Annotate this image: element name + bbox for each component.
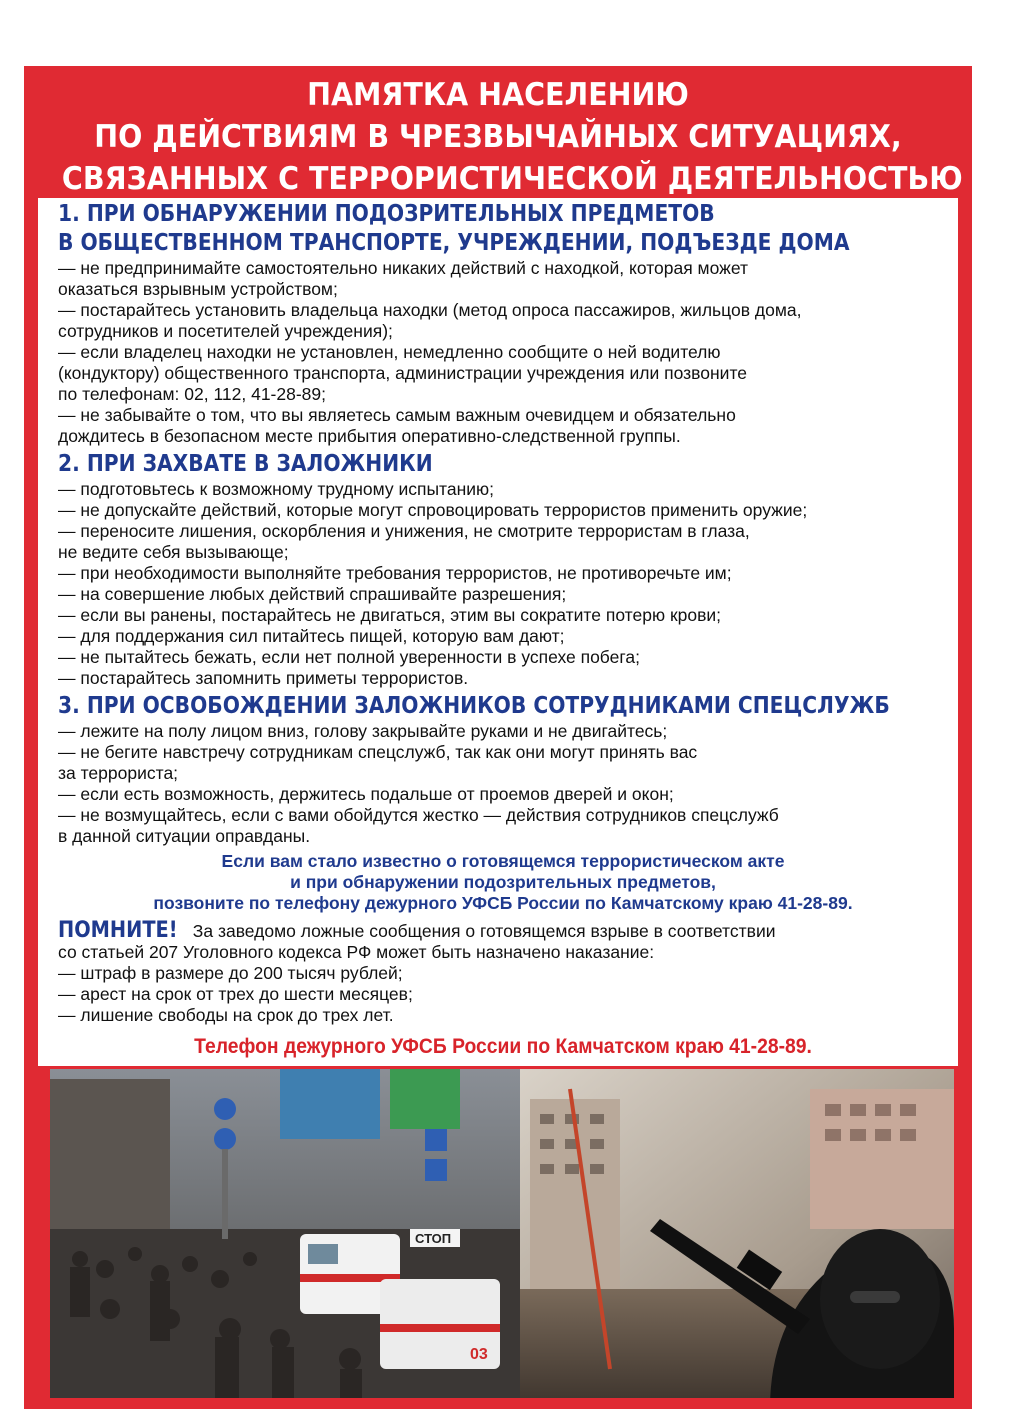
stop-sign <box>410 1229 460 1247</box>
section-2-line: — не допускайте действий, которые могут спровоцировать террористов применить оружие; <box>58 500 808 520</box>
section-3-line: — не бегите навстречу сотрудникам спецслужб, так как они могут принять вас <box>58 742 698 762</box>
photo-collage <box>50 1069 954 1409</box>
footer-strip <box>24 1398 972 1409</box>
section-1-line: — не предпринимайте самостоятельно никаких действий с находкой, которая может <box>58 258 749 278</box>
remember-line: со статьей 207 Уголовного кодекса РФ может быть назначено наказание: <box>58 942 655 962</box>
fsb-callout <box>58 851 948 914</box>
section-suspicious-items <box>58 200 948 447</box>
section-3-line: — лежите на полу лицом вниз, голову закрывайте руками и не двигайтесь; <box>58 721 668 741</box>
content-panel <box>38 198 958 1066</box>
section-1-line: (кондуктору) общественного транспорта, администрации учреждения или позвоните <box>58 363 747 383</box>
title-line-3: СВЯЗАННЫХ С ТЕРРОРИСТИЧЕСКОЙ ДЕЯТЕЛЬНОСТЬЮ <box>61 161 963 197</box>
ambulance-2 <box>380 1279 500 1369</box>
section-3-line: в данной ситуации оправданы. <box>58 826 311 846</box>
section-1-heading-line-2: В ОБЩЕСТВЕННОМ ТРАНСПОРТЕ, УЧРЕЖДЕНИИ, ПОДЪЕЗДЕ ДОМА <box>58 230 850 256</box>
svg-text:СТОП: СТОП <box>415 1231 452 1246</box>
section-3-line: — не возмущайтесь, если с вами обойдутся жестко — действия сотрудников спецслужб <box>58 805 779 825</box>
callout-line-1: Если вам стало известно о готовящемся террористическом акте <box>221 851 785 871</box>
callout-line-3: позвоните по телефону дежурного УФСБ России по Камчатскому краю 41-28-89. <box>153 893 853 913</box>
section-2-line: — переносите лишения, оскорбления и унижения, не смотрите террористам в глаза, <box>58 521 750 541</box>
section-2-heading: 2. ПРИ ЗАХВАТЕ В ЗАЛОЖНИКИ <box>58 451 433 477</box>
section-2-line: — для поддержания сил питайтесь пищей, которую вам дают; <box>58 626 565 646</box>
section-1-line: — постарайтесь установить владельца находки (метод опроса пассажиров, жильцов дома, <box>58 300 802 320</box>
billboard-blue <box>280 1069 380 1139</box>
section-1-line: сотрудников и посетителей учреждения); <box>58 321 393 341</box>
section-1-line: — если владелец находки не установлен, немедленно сообщите о ней водителю <box>58 342 721 362</box>
building-left <box>50 1079 170 1229</box>
callout-line-2: и при обнаружении подозрительных предметов, <box>290 872 716 892</box>
section-1-heading-line-1: 1. ПРИ ОБНАРУЖЕНИИ ПОДОЗРИТЕЛЬНЫХ ПРЕДМЕТОВ <box>58 201 715 227</box>
section-3-line: за террориста; <box>58 763 179 783</box>
remember-label: ПОМНИТЕ! <box>58 918 178 943</box>
section-2-line: не ведите себя вызывающе; <box>58 542 289 562</box>
mask-eye-slit <box>850 1291 900 1303</box>
section-1-line: дождитесь в безопасном месте прибытия оперативно-следственной группы. <box>58 426 681 446</box>
remember-line: — лишение свободы на срок до трех лет. <box>58 1005 394 1025</box>
title-line-1: ПАМЯТКА НАСЕЛЕНИЮ <box>307 77 689 113</box>
remember-intro: За заведомо ложные сообщения о готовящемся взрыве в соответствии <box>192 921 776 941</box>
section-3-heading: 3. ПРИ ОСВОБОЖДЕНИИ ЗАЛОЖНИКОВ СОТРУДНИКАМИ СПЕЦСЛУЖБ <box>58 693 890 719</box>
collage-illustration <box>50 1069 954 1409</box>
section-2-line: — постарайтесь запомнить приметы террористов. <box>58 668 469 688</box>
section-2-line: — при необходимости выполняйте требования террористов, не противоречьте им; <box>58 563 732 583</box>
section-1-line: оказаться взрывным устройством; <box>58 279 338 299</box>
section-2-line: — подготовьтесь к возможному трудному испытанию; <box>58 479 495 499</box>
title-line-2: ПО ДЕЙСТВИЯМ В ЧРЕЗВЫЧАЙНЫХ СИТУАЦИЯХ, <box>94 119 902 155</box>
section-1-line: по телефонам: 02, 112, 41-28-89; <box>58 384 326 404</box>
section-3-line: — если есть возможность, держитесь подальше от проемов дверей и окон; <box>58 784 674 804</box>
remember-block <box>58 920 948 1026</box>
section-hostage <box>58 450 948 689</box>
section-2-line: — не пытайтесь бежать, если нет полной уверенности в успехе побега; <box>58 647 640 667</box>
page-title <box>61 74 963 200</box>
ambulance-number: 03 <box>470 1346 488 1363</box>
remember-line: — арест на срок от трех до шести месяцев; <box>58 984 413 1004</box>
duty-phone-line: Телефон дежурного УФСБ России по Камчатском краю 41-28-89. <box>194 1035 812 1058</box>
remember-line: — штраф в размере до 200 тысяч рублей; <box>58 963 403 983</box>
section-1-line: — не забывайте о том, что вы являетесь самым важным очевидцем и обязательно <box>58 405 736 425</box>
section-rescue <box>58 692 948 847</box>
billboard-green <box>390 1069 460 1129</box>
poster-frame <box>24 66 972 1409</box>
remember-first-line <box>58 920 948 942</box>
section-2-line: — если вы ранены, постарайтесь не двигаться, этим вы сократите потерю крови; <box>58 605 722 625</box>
section-2-line: — на совершение любых действий спрашивайте разрешения; <box>58 584 567 604</box>
